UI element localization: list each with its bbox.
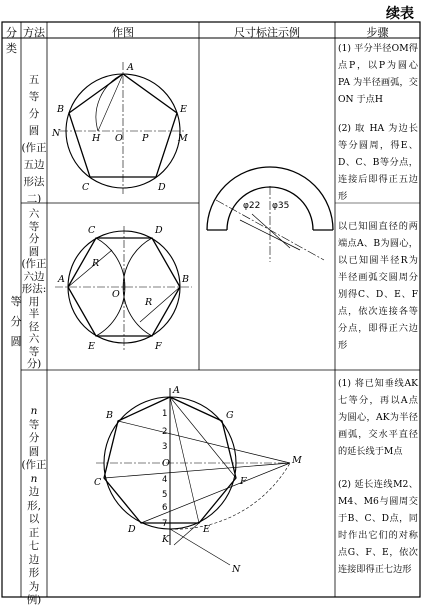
pentagon-figure bbox=[51, 62, 188, 194]
svg-text:M: M bbox=[178, 133, 188, 144]
step-n-2: (2) 延长连线M2、M4、M6与圆周交于B、C、D点，同时作出它们的对称点G、F、E，依次连接即得正七边形 bbox=[338, 479, 418, 575]
method-six: 六 等 分 圆 (作正 六边 形法: 用 半 径 六 等 分) bbox=[21, 208, 47, 370]
svg-text:R: R bbox=[145, 297, 153, 308]
svg-text:B: B bbox=[106, 410, 113, 421]
svg-text:N: N bbox=[52, 128, 61, 139]
header-steps: 步骤 bbox=[366, 26, 389, 39]
svg-text:3: 3 bbox=[162, 442, 168, 452]
svg-text:D: D bbox=[155, 225, 163, 236]
step-five-1: (1) 平分半径OM得点P，以P为圆心 PA 为半径画弧，交 ON 于点H bbox=[338, 43, 418, 105]
svg-text:E: E bbox=[203, 524, 210, 535]
svg-text:B: B bbox=[182, 274, 189, 285]
svg-text:2: 2 bbox=[162, 427, 168, 437]
svg-text:E: E bbox=[88, 341, 95, 352]
header-method: 方法 bbox=[23, 26, 45, 39]
svg-text:K: K bbox=[162, 534, 170, 545]
svg-text:O: O bbox=[162, 458, 170, 469]
svg-text:1: 1 bbox=[162, 409, 168, 419]
svg-text:O: O bbox=[115, 133, 123, 144]
svg-text:N: N bbox=[232, 564, 241, 575]
hexagon-figure bbox=[55, 225, 192, 352]
svg-text:O: O bbox=[112, 289, 120, 300]
svg-text:4: 4 bbox=[162, 475, 168, 485]
svg-text:D: D bbox=[158, 182, 166, 193]
step-six: 以已知圆直径的两端点A、B为圆心，以已知圆半径R为半径画弧交圆周分别得C、D、E、F点，依次连接各等分点，即得正六边形 bbox=[338, 221, 418, 351]
svg-text:B: B bbox=[57, 104, 64, 115]
svg-text:F: F bbox=[240, 476, 247, 487]
svg-text:P: P bbox=[142, 133, 149, 144]
header-drawing: 作图 bbox=[112, 26, 134, 39]
svg-text:A: A bbox=[127, 62, 134, 73]
heptagon-figure bbox=[94, 385, 302, 575]
svg-text:E: E bbox=[180, 104, 187, 115]
svg-text:M: M bbox=[292, 455, 302, 466]
header-dimension: 尺寸标注示例 bbox=[234, 26, 300, 39]
svg-text:F: F bbox=[155, 341, 162, 352]
svg-text:5: 5 bbox=[162, 490, 168, 500]
svg-text:C: C bbox=[88, 225, 96, 236]
svg-text:G: G bbox=[226, 410, 234, 421]
step-n-1: (1) 将已知垂线AK七等分，再以A点为圆心，AK为半径画弧，交水平直径的延长线于M点 bbox=[338, 378, 418, 457]
svg-text:C: C bbox=[94, 477, 102, 488]
svg-text:C: C bbox=[82, 182, 90, 193]
method-five: 五 等 分 圆 (作正 五边 形法 二) bbox=[21, 74, 47, 205]
svg-text:H: H bbox=[92, 133, 101, 144]
dim-phi35: φ35 bbox=[272, 201, 290, 211]
method-n: n 等 分 圆 (作正 n 边 形, 以 正 七 边 形 为 例) bbox=[21, 405, 47, 606]
svg-text:6: 6 bbox=[162, 503, 168, 513]
step-five-2: (2) 取 HA 为边长等分圆周，得E、D、C、B等分点，连接后即得正五边形 bbox=[338, 123, 418, 202]
svg-text:A: A bbox=[58, 274, 65, 285]
dimension-figure bbox=[207, 167, 333, 262]
continued-label: 续表 bbox=[386, 6, 414, 22]
header-category: 分类 bbox=[6, 26, 17, 55]
svg-text:A: A bbox=[173, 385, 180, 396]
category-label: 等分圆 bbox=[10, 295, 22, 348]
svg-text:7: 7 bbox=[162, 519, 168, 529]
dim-phi22: φ22 bbox=[243, 201, 261, 211]
svg-text:D: D bbox=[128, 524, 136, 535]
svg-text:R: R bbox=[92, 258, 100, 269]
